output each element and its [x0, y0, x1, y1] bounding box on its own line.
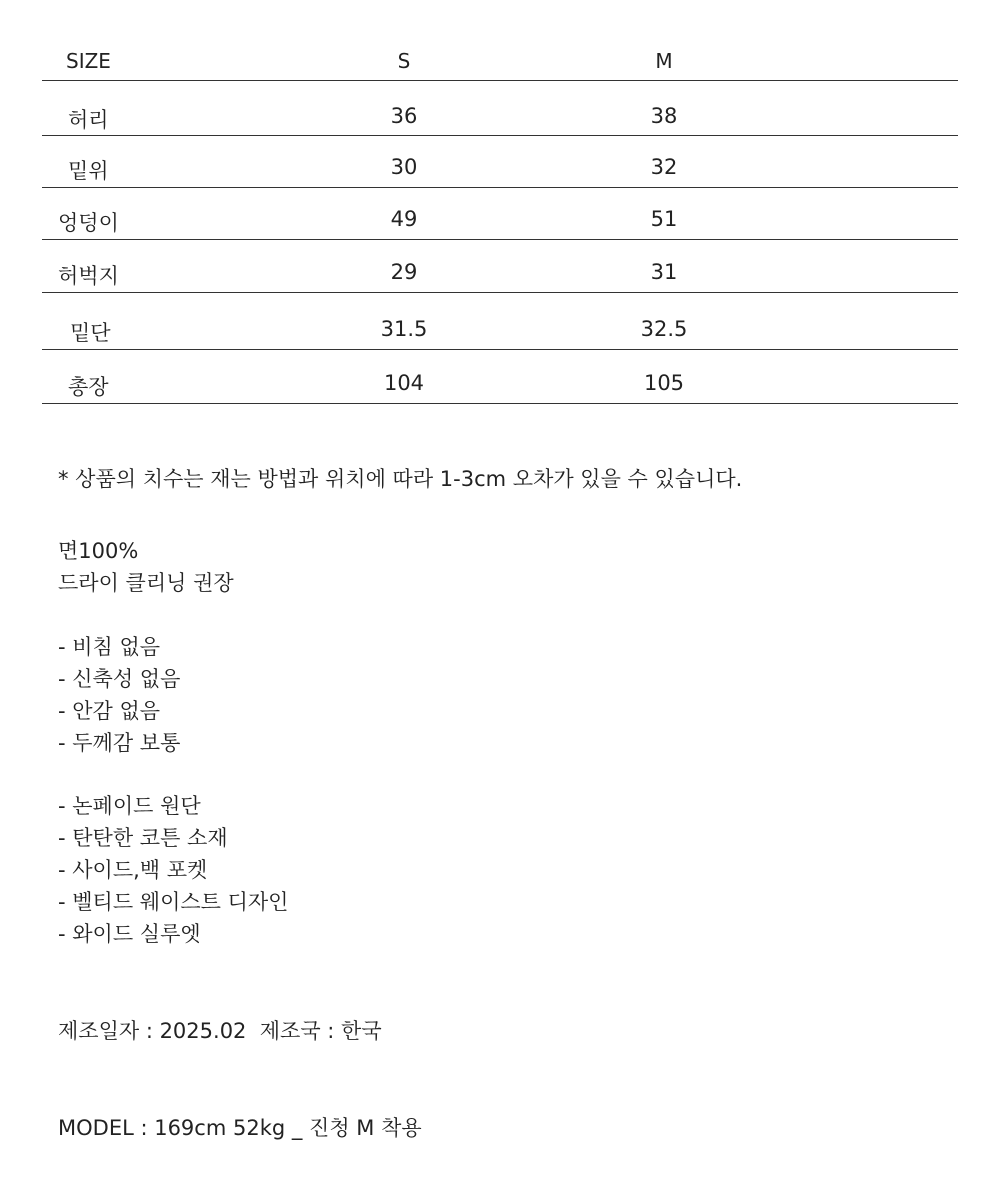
list-item: - 논페이드 원단 — [58, 794, 201, 818]
header-size-m: M — [655, 49, 673, 73]
row-label: 허벅지 — [58, 264, 119, 288]
measurement-notice — [58, 463, 742, 495]
material-composition: 면100% — [58, 539, 139, 563]
table-row-hip — [42, 188, 958, 240]
list-item: - 탄탄한 코튼 소재 — [58, 826, 228, 850]
fabric-features — [58, 631, 180, 759]
row-value-m: 31 — [650, 260, 678, 284]
row-value-m: 32.5 — [640, 317, 688, 341]
row-value-m: 51 — [650, 207, 678, 231]
size-table-header — [42, 40, 958, 81]
row-label: 밑단 — [70, 321, 111, 345]
table-row-rise — [42, 136, 958, 188]
material-info — [58, 535, 234, 599]
table-row-waist — [42, 81, 958, 136]
table-row-length — [42, 350, 958, 404]
row-value-s: 31.5 — [380, 317, 428, 341]
design-features — [58, 790, 288, 950]
list-item: - 사이드,백 포켓 — [58, 858, 208, 882]
row-value-m: 105 — [643, 371, 685, 395]
row-label: 총장 — [68, 375, 109, 399]
list-item: - 안감 없음 — [58, 699, 161, 723]
list-item: - 벨티드 웨이스트 디자인 — [58, 890, 289, 914]
header-size-s: S — [397, 49, 411, 73]
table-row-thigh — [42, 240, 958, 293]
list-item: - 두께감 보통 — [58, 731, 181, 755]
manufacture-text: 제조일자 : 2025.02 제조국 : 한국 — [58, 1019, 382, 1043]
row-value-s: 104 — [383, 371, 425, 395]
row-value-m: 38 — [650, 104, 678, 128]
manufacture-info — [58, 1015, 382, 1047]
row-value-m: 32 — [650, 155, 678, 179]
row-value-s: 30 — [390, 155, 418, 179]
list-item: - 비침 없음 — [58, 635, 161, 659]
row-value-s: 29 — [390, 260, 418, 284]
list-item: - 신축성 없음 — [58, 667, 181, 691]
row-label: 허리 — [68, 108, 109, 132]
notice-text: * 상품의 치수는 재는 방법과 위치에 따라 1-3cm 오차가 있을 수 있습니다. — [58, 467, 743, 491]
header-size-label: SIZE — [66, 49, 111, 73]
care-instruction: 드라이 클리닝 권장 — [58, 571, 234, 595]
model-info — [58, 1112, 422, 1144]
row-label: 엉덩이 — [58, 211, 119, 235]
table-row-hem — [42, 293, 958, 350]
model-text: MODEL : 169cm 52kg _ 진청 M 착용 — [58, 1116, 422, 1140]
row-label: 밑위 — [68, 159, 109, 183]
row-value-s: 36 — [390, 104, 418, 128]
row-value-s: 49 — [390, 207, 418, 231]
list-item: - 와이드 실루엣 — [58, 922, 201, 946]
size-table — [42, 40, 958, 404]
